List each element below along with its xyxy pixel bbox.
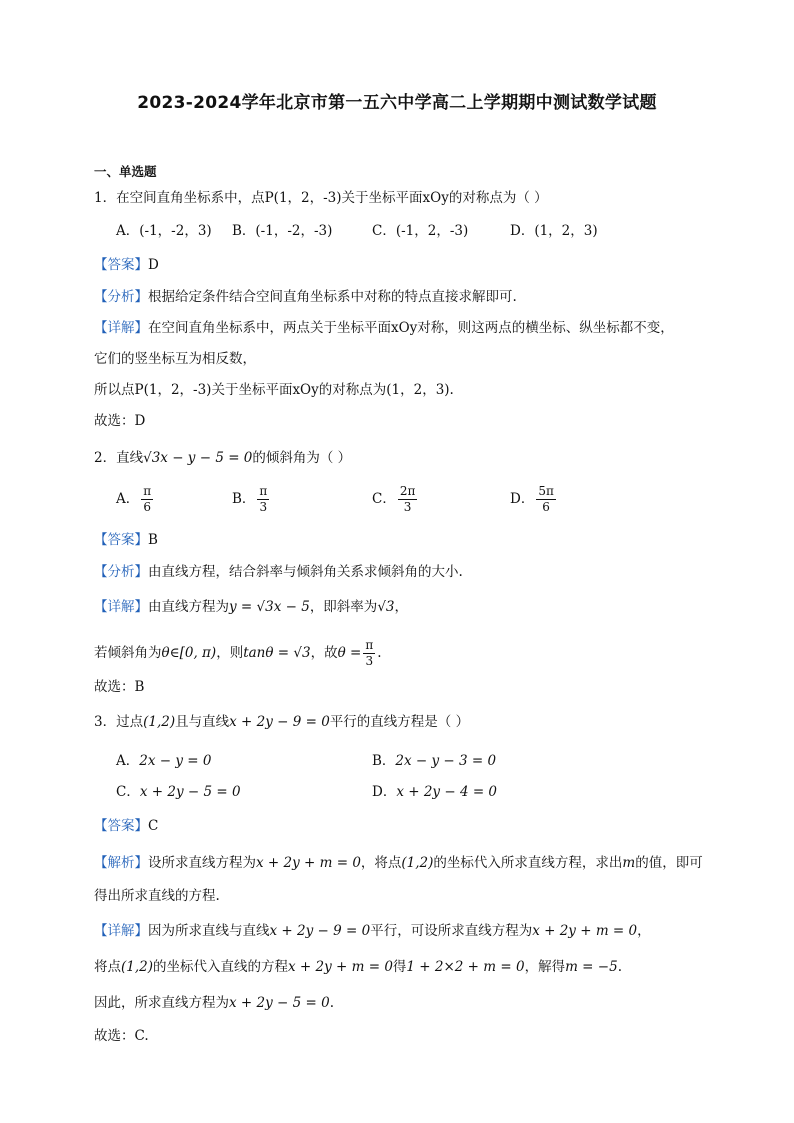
option-label: A．: [116, 491, 140, 507]
q2-option-a: [116, 484, 155, 515]
analysis-text: 由直线方程，结合斜率与倾斜角关系求倾斜角的大小.: [148, 564, 463, 580]
page-title: 2023-2024学年北京市第一五六中学高二上学期期中测试数学试题: [137, 93, 657, 113]
point: (1,2): [121, 959, 154, 975]
q2-option-b: [232, 484, 271, 515]
detail-text: 的坐标代入直线的方程: [153, 959, 289, 975]
q3-option-b: [372, 752, 496, 770]
q1-option-b: B．(-1，-2，-3): [232, 223, 333, 239]
q1-choose: 故选：D: [94, 413, 146, 429]
detail-text: ，: [394, 599, 409, 615]
answer-value: D: [148, 257, 159, 273]
q1-option-a: A．(-1，-2，3): [116, 223, 212, 239]
q3-stem-pre: 3．过点: [94, 714, 144, 730]
q2-choose: 故选：B: [94, 679, 145, 695]
analysis-text: 的坐标代入所求直线方程，求出: [433, 855, 623, 871]
analysis-tag: 【分析】: [94, 564, 148, 580]
q3-detail-line: [94, 922, 651, 940]
analysis-tag: 【分析】: [94, 289, 148, 305]
detail-text: .: [377, 645, 382, 661]
option-label: C．: [116, 784, 140, 800]
denominator: 6: [542, 500, 550, 514]
option-label: B．: [372, 753, 396, 769]
denominator: 6: [143, 500, 152, 514]
analysis-text: ，将点: [360, 855, 402, 871]
fraction: [536, 484, 556, 515]
equation: θ∈[0, π): [161, 645, 217, 661]
equation: √3: [377, 599, 395, 615]
equation: 2x − y = 0: [139, 753, 212, 769]
q3-option-d: [372, 783, 497, 801]
point: (1,2): [143, 714, 176, 730]
equation: x + 2y − 5 = 0: [139, 784, 241, 800]
detail-tag: 【详解】: [94, 599, 148, 615]
detail-text: ，故: [310, 645, 338, 661]
option-label: D．: [510, 491, 535, 507]
detail-text: ，即斜率为: [309, 599, 378, 615]
detail-text: .: [617, 959, 622, 975]
detail-tag: 【详解】: [94, 923, 148, 939]
answer-tag: 【答案】: [94, 532, 148, 548]
option-label: B．: [232, 491, 256, 507]
analysis-text: 设所求直线方程为: [148, 855, 256, 871]
q3-analysis-line-2: 得出所求直线的方程.: [94, 888, 220, 904]
answer-value: C: [148, 818, 159, 834]
fraction: [141, 484, 153, 515]
detail-text: 得: [392, 959, 407, 975]
denominator: 3: [259, 500, 268, 514]
equation: tanθ = √3: [243, 645, 311, 661]
analysis-text: 的值，即可: [635, 855, 703, 871]
numerator: π: [143, 484, 152, 498]
q1-option-d: D．(1，2，3): [510, 223, 598, 239]
q3-option-a: [116, 752, 211, 770]
fraction: [398, 484, 418, 515]
answer-tag: 【答案】: [94, 818, 148, 834]
detail-text: 在空间直角坐标系中，两点关于坐标平面xOy对称，则这两点的横坐标、纵坐标都不变，: [148, 320, 674, 336]
q3-answer-line: [94, 817, 158, 835]
detail-text: 若倾斜角为: [94, 645, 162, 661]
fraction: [363, 638, 375, 669]
q2-stem: [94, 449, 351, 467]
q1-analysis-line: [94, 288, 517, 306]
q2-analysis-line: [94, 563, 463, 581]
detail-text: 由直线方程为: [148, 599, 229, 615]
detail-text: .: [329, 995, 334, 1011]
q3-stem-post: 平行的直线方程是（ ）: [329, 714, 470, 730]
equation: x + 2y − 5 = 0: [229, 995, 330, 1011]
q2-stem-pre: 2．直线: [94, 450, 144, 466]
equation: 1 + 2×2 + m = 0: [406, 959, 525, 975]
detail-tag: 【详解】: [94, 320, 148, 336]
equation: y = √3x − 5: [229, 599, 310, 615]
q3-option-c: [116, 783, 241, 801]
q2-stem-post: 的倾斜角为（ ）: [252, 450, 352, 466]
q1-answer-line: [94, 256, 159, 274]
numerator: 2π: [399, 484, 416, 498]
equation: θ =: [337, 645, 362, 661]
detail-text: 因此，所求直线方程为: [94, 995, 229, 1011]
equation: m = −5: [565, 959, 618, 975]
q3-choose: 故选：C.: [94, 1028, 149, 1044]
analysis-text: 根据给定条件结合空间直角坐标系中对称的特点直接求解即可.: [148, 289, 517, 305]
point: (1,2): [401, 855, 434, 871]
numerator: 5π: [538, 484, 554, 498]
q3-analysis-line: [94, 854, 703, 872]
analysis-tag: 【解析】: [94, 855, 148, 871]
q2-stem-equation: √3x − y − 5 = 0: [143, 450, 253, 466]
option-label: C．: [372, 491, 396, 507]
variable: m: [622, 855, 636, 871]
answer-tag: 【答案】: [94, 257, 148, 273]
equation: x + 2y − 9 = 0: [229, 714, 330, 730]
denominator: 3: [403, 500, 412, 514]
q3-stem-mid: 且与直线: [175, 714, 230, 730]
q1-option-c: C．(-1，2，-3): [372, 223, 469, 239]
detail-text: 因为所求直线与直线: [148, 923, 270, 939]
equation: x + 2y − 4 = 0: [396, 784, 498, 800]
q2-answer-line: [94, 531, 158, 549]
detail-text: ，解得: [524, 959, 566, 975]
option-label: A．: [116, 753, 140, 769]
section-heading: 一、单选题: [94, 164, 157, 179]
equation: x + 2y − 9 = 0: [269, 923, 371, 939]
q1-detail-line: [94, 319, 674, 337]
q2-option-c: [372, 484, 419, 515]
fraction: [257, 484, 269, 515]
detail-text: 平行，可设所求直线方程为: [370, 923, 533, 939]
q1-detail-line-2: 它们的竖坐标互为相反数，: [94, 351, 256, 367]
denominator: 3: [365, 654, 374, 668]
equation: x + 2y + m = 0: [532, 923, 638, 939]
answer-value: B: [148, 532, 158, 548]
detail-text: 将点: [94, 959, 121, 975]
detail-text: ，: [637, 923, 651, 939]
q2-detail-line-2: [94, 638, 382, 669]
q3-detail-line-2: [94, 958, 622, 976]
equation: x + 2y + m = 0: [288, 959, 393, 975]
q2-detail-line: [94, 598, 408, 616]
detail-text: ，则: [216, 645, 244, 661]
q2-option-d: [510, 484, 558, 515]
numerator: π: [259, 484, 268, 498]
option-label: D．: [372, 784, 397, 800]
q3-stem: [94, 713, 469, 731]
q3-detail-line-3: [94, 994, 334, 1012]
q1-stem: 1．在空间直角坐标系中，点P(1，2，-3)关于坐标平面xOy的对称点为（ ）: [94, 190, 548, 206]
numerator: π: [365, 638, 374, 652]
equation: 2x − y − 3 = 0: [395, 753, 497, 769]
equation: x + 2y + m = 0: [256, 855, 361, 871]
q1-detail-line-3: 所以点P(1，2，-3)关于坐标平面xOy的对称点为(1，2，3).: [94, 382, 454, 398]
